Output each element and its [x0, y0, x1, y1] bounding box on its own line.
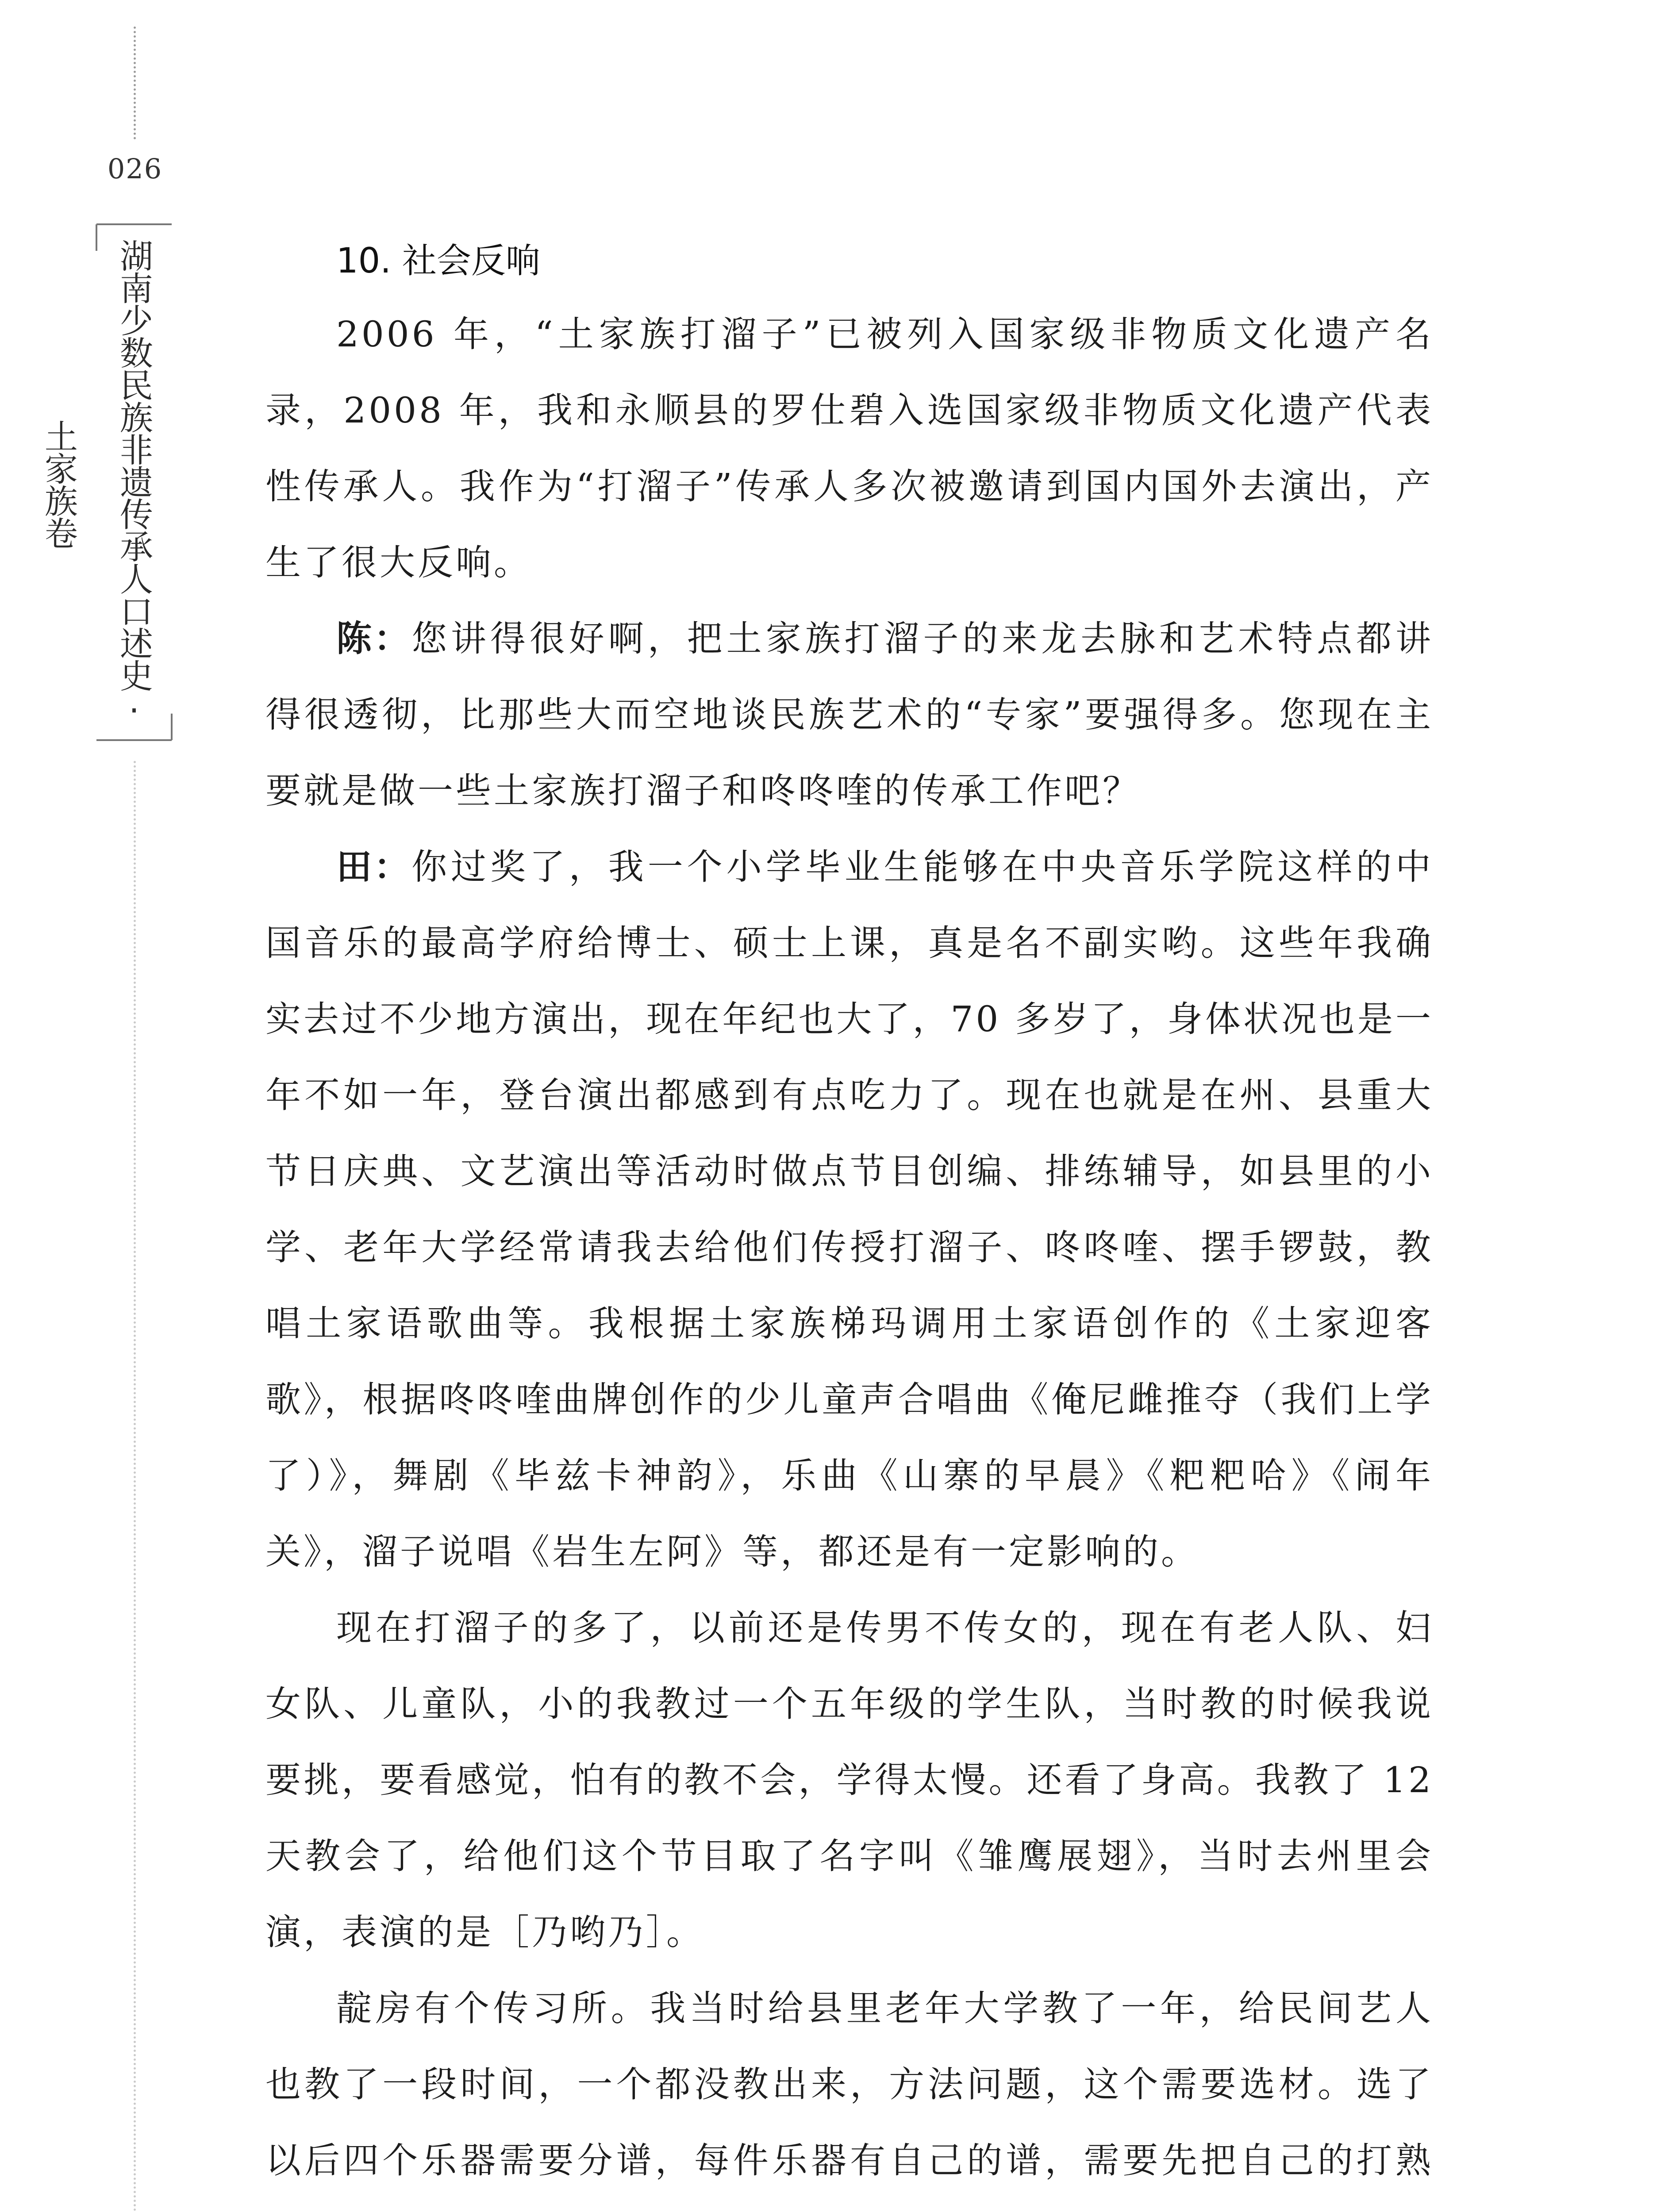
paragraph-text: 现在打溜子的多了，以前还是传男不传女的，现在有老人队、妇女队、儿童队，小的我教过一个五年级的学生队，当时教的时候我说要挑，要看感觉，怕有的教不会，学得太慢。还看了身高。我教了 12 天教会了，给他们这个节目取了名字叫《雏鹰展翅》，当时去州里会演，表演的是［乃哟乃］。: [265, 1607, 1434, 1953]
running-title: 湖南少数民族非遗传承人口述史·土家族卷: [39, 239, 154, 729]
paragraph: [265, 601, 1434, 829]
paragraph: [265, 829, 1434, 1590]
margin-dotted-rule-top: [134, 27, 136, 139]
paragraph-text: 靛房有个传习所。我当时给县里老年大学教了一年，给民间艺人也教了一段时间，一个都没教出来，方法问题，这个需要选材。选了以后四个乐器需要分谱，每件乐器有自己的谱，需要先把自己的打熟: [265, 1988, 1434, 2181]
margin-dotted-rule-bottom: [134, 761, 136, 2212]
paragraph: [265, 296, 1434, 601]
paragraph-text: 你过奖了，我一个小学毕业生能够在中央音乐学院这样的中国音乐的最高学府给博士、硕士上课，真是名不副实哟。这些年我确实去过不少地方演出，现在年纪也大了，70 多岁了，身体状况也是一年不如一年，登台演出都感到有点吃力了。现在也就是在州、县重大节日庆典、文艺演出等活动时做点节目创编、排练辅导，如县里的小学、老年大学经常请我去给他们传授打溜子、咚咚喹、摆手锣鼓，教唱土家语歌曲等。我根据土家族梯玛调用土家语创作的《土家迎客歌》，根据咚咚喹曲牌创作的少儿童声合唱曲《俺尼雌推夺（我们上学了）》，舞剧《毕兹卡神韵》，乐曲《山寨的早晨》《粑粑哈》《闹年关》，溜子说唱《岩生左阿》等，都还是有一定影响的。: [265, 846, 1434, 1572]
running-title-frame: [39, 223, 172, 741]
paragraph: [265, 1590, 1434, 1970]
speaker-label: 田：: [336, 846, 411, 887]
main-text: [265, 230, 1434, 2212]
speaker-label: 陈：: [336, 618, 411, 659]
section-heading: 10. 社会反响: [336, 241, 540, 281]
paragraph: [265, 1970, 1434, 2212]
paragraph-text: 2006 年，“土家族打溜子”已被列入国家级非物质文化遗产名录，2008 年，我和永顺县的罗仕碧入选国家级非物质文化遗产代表性传承人。我作为“打溜子”传承人多次被邀请到国内国外去演出，产生了很大反响。: [265, 314, 1434, 583]
paragraph-text: 您讲得很好啊，把土家族打溜子的来龙去脉和艺术特点都讲得很透彻，比那些大而空地谈民族艺术的“专家”要强得多。您现在主要就是做一些土家族打溜子和咚咚喹的传承工作吧？: [265, 618, 1434, 811]
page-number: 026: [107, 153, 163, 185]
